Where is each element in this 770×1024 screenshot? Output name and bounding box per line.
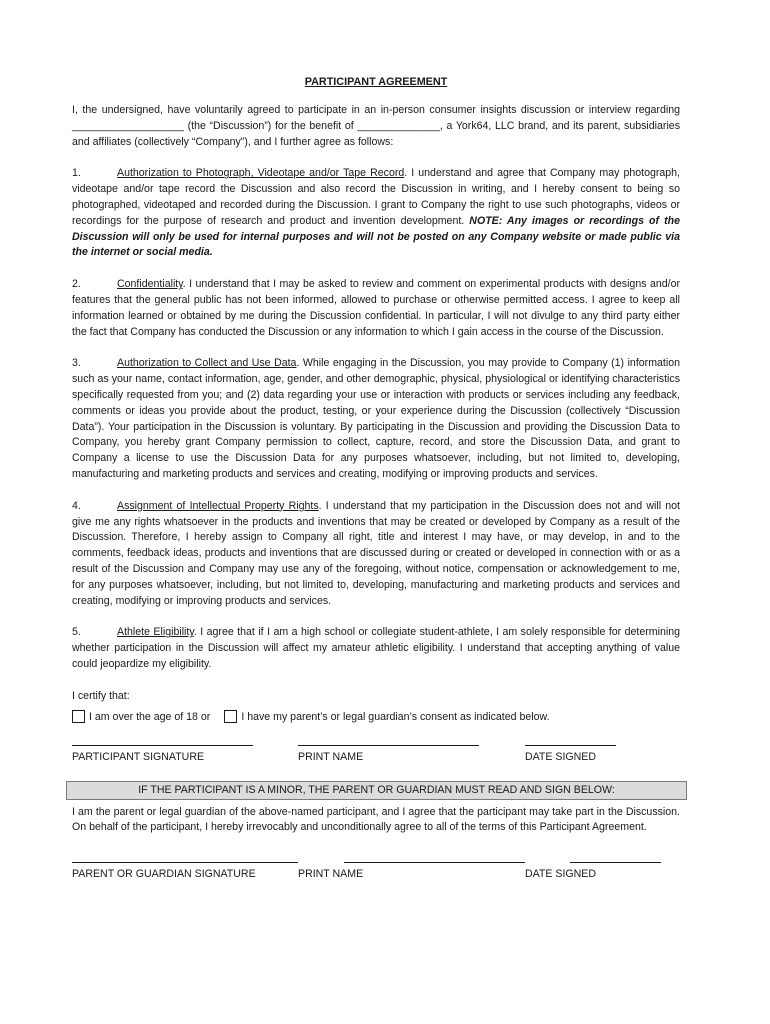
guardian-date-label: DATE SIGNED <box>525 868 597 881</box>
section-heading: Authorization to Photograph, Videotape and/or Tape Record <box>117 167 405 180</box>
section-heading: Assignment of Intellectual Property Rights <box>117 499 319 512</box>
guardian-print-name-line[interactable] <box>344 862 525 863</box>
section-note: NOTE: Any images or recordings of the Discussion will only be used for internal purposes and will not be posted on any Company website or made public via the internet or social media. <box>72 214 680 259</box>
guardian-signature-row <box>72 858 680 892</box>
section-heading: Athlete Eligibility <box>117 626 194 639</box>
consent-checkbox[interactable] <box>224 710 237 723</box>
participant-date-label: DATE SIGNED <box>525 750 597 763</box>
section-heading: Confidentiality <box>117 278 183 291</box>
section-number: 2. <box>72 278 81 291</box>
guardian-date-line[interactable] <box>570 862 661 863</box>
section-body: . While engaging in the Discussion, you may provide to Company (1) information such as your name, contact information, age, gender, and other demographic, physical, physiological or identifying characteristics specifically requested from you; and (2) data regarding your use or interaction with products or services including any feedback, comments or ideas you provide about the product, testing, or your experience during the Discussion (collectively “Discussion Data”). Your participation in the Discussion is voluntary. By participating in the Discussion and providing the Discussion Data to Company, you hereby grant Company permission to collect, capture, record, and store the Discussion Data, and grant to Company a license to use the Discussion Data for any purposes whatsoever, including, but not limited to, developing, manufacturing and marketing products and services and creating, modifying or improving products and services. <box>72 357 680 480</box>
guardian-signature-line[interactable] <box>72 862 298 863</box>
section-number: 3. <box>72 357 81 370</box>
participant-signature-line[interactable] <box>72 745 253 746</box>
participant-print-name-label: PRINT NAME <box>298 750 364 763</box>
guardian-consent-paragraph: I am the parent or legal guardian of the above-named participant, and I agree that the participant may take part in the Discussion. On behalf of the participant, I hereby irrevocably and unconditionally agree to all of the terms of this Participant Agreement. <box>72 805 680 834</box>
participant-print-name-line[interactable] <box>298 745 479 746</box>
intro-paragraph: I, the undersigned, have voluntarily agreed to participate in an in-person consumer insights discussion or interview regarding ___________________ (the “Discussion”) for the benefit of ______________, a York64, LLC brand, and its parent, subsidiaries and affiliates (collectively “Company”), and I further agree as follows: <box>72 104 680 148</box>
section-body: . I understand that I may be asked to review and comment on experimental products with designs and/or features that the general public has not been informed, allowed to purchase or otherwise permitted access. I agree to keep all information learned or obtained by me during the Discussion confidential. In particular, I will not divulge to any third party either the fact that Company has conducted the Discussion or any information to which I gain access in the course of the Discussion. <box>72 278 680 338</box>
section-number: 1. <box>72 167 81 180</box>
section-4 <box>72 499 680 610</box>
guardian-signature-label: PARENT OR GUARDIAN SIGNATURE <box>72 868 256 881</box>
participant-date-line[interactable] <box>525 745 616 746</box>
certify-options <box>72 707 680 727</box>
consent-option-label: I have my parent’s or legal guardian’s consent as indicated below. <box>241 710 550 723</box>
age-checkbox[interactable] <box>72 710 85 723</box>
document-title: PARTICIPANT AGREEMENT <box>304 76 448 88</box>
section-heading: Authorization to Collect and Use Data <box>117 357 297 370</box>
guardian-print-name-label: PRINT NAME <box>298 868 364 881</box>
section-2 <box>72 277 680 340</box>
agreement-document <box>72 74 680 892</box>
participant-signature-label: PARTICIPANT SIGNATURE <box>72 750 205 763</box>
age-option-label: I am over the age of 18 or <box>89 710 211 723</box>
section-body: . I understand that my participation in the Discussion does not and will not give me any rights whatsoever in the products and inventions that may be created or developed by Company as a result of the Discussion. Therefore, I hereby assign to Company all right, title and interest I may have, or may develop, in and to the comments, feedback ideas, products and inventions that are discussed during or created or developed in connection with or as a result of the Discussion and Company may use any of the foregoing, without notice, compensation or acknowledgement to me, for any purposes whatsoever, including, but not limited to, developing, manufacturing and marketing products and services and creating, modifying or improving products and services. <box>72 499 680 607</box>
section-3 <box>72 356 680 482</box>
section-1 <box>72 166 680 261</box>
section-body: . I agree that if I am a high school or collegiate student-athlete, I am solely responsible for determining whether participation in the Discussion will affect my amateur athletic eligibility. I understand that accepting anything of value could jeopardize my eligibility. <box>72 626 680 670</box>
minor-banner: IF THE PARTICIPANT IS A MINOR, THE PARENT OR GUARDIAN MUST READ AND SIGN BELOW: <box>66 781 687 800</box>
section-5 <box>72 625 680 672</box>
participant-signature-row <box>72 741 680 775</box>
section-number: 5. <box>72 626 81 639</box>
certify-label: I certify that: <box>72 689 130 702</box>
section-number: 4. <box>72 499 81 512</box>
section-body: . I understand and agree that Company may photograph, videotape and/or tape record the Discussion and also record the Discussion in writing, and I hereby consent to being so photographed, videotaped and recorded during the Discussion. I grant to Company the right to use such photographs, videos or recordings for the purpose of research and product and invention development. <box>72 167 680 227</box>
